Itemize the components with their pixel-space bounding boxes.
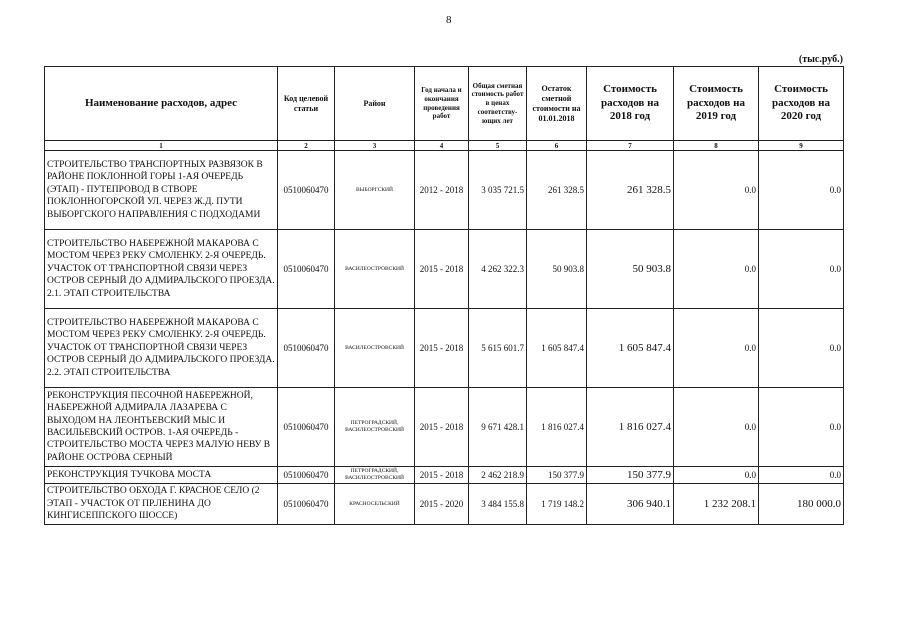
cost-2019-cell: 1 232 208.1: [674, 484, 759, 525]
cost-2019-cell: 0.0: [674, 309, 759, 388]
cost-2020-cell: 0.0: [759, 230, 844, 309]
total-cost-cell: 4 262 322.3: [469, 230, 527, 309]
total-cost-cell: 3 484 155.8: [469, 484, 527, 525]
expense-name-cell: СТРОИТЕЛЬСТВО НАБЕРЕЖНОЙ МАКАРОВА С МОСТОМ ЧЕРЕЗ РЕКУ СМОЛЕНКУ. 2-Я ОЧЕРЕДЬ. УЧАСТОК ОТ ТРАНСПОРТНОЙ СВЯЗИ ЧЕРЕЗ ОСТРОВ СЕРНЫЙ ДО АДМИРАЛЬСКОГО ПРОЕЗДА. 2.1. ЭТАП СТРОИТЕЛЬСТВА: [45, 230, 278, 309]
cost-2019-cell: 0.0: [674, 388, 759, 467]
column-number: 7: [587, 141, 674, 151]
column-number: 2: [278, 141, 335, 151]
code-cell: 0510060470: [278, 388, 335, 467]
code-cell: 0510060470: [278, 151, 335, 230]
remaining-cell: 1 719 148.2: [527, 484, 587, 525]
cost-2018-cell: 1 816 027.4: [587, 388, 674, 467]
years-cell: 2015 - 2018: [415, 388, 469, 467]
cost-2020-cell: 0.0: [759, 309, 844, 388]
expense-name-cell: СТРОИТЕЛЬСТВО ТРАНСПОРТНЫХ РАЗВЯЗОК В РАЙОНЕ ПОКЛОННОЙ ГОРЫ 1-АЯ ОЧЕРЕДЬ (ЭТАП) - ПУТЕПРОВОД В СТВОРЕ ПОКЛОННОГОРСКОЙ УЛ. ЧЕРЕЗ Ж.Д. ПУТИ ВЫБОРГСКОГО НАПРАВЛЕНИЯ С ПОДХОДАМИ: [45, 151, 278, 230]
years-cell: 2015 - 2020: [415, 484, 469, 525]
remaining-cell: 261 328.5: [527, 151, 587, 230]
column-number: 5: [469, 141, 527, 151]
budget-table: [44, 66, 844, 525]
years-cell: 2012 - 2018: [415, 151, 469, 230]
column-number: 6: [527, 141, 587, 151]
table-row: [45, 309, 844, 388]
code-cell: 0510060470: [278, 309, 335, 388]
header-total-cost: Общая сметная стоимость работ в ценах соответству-ющих лет: [469, 67, 527, 141]
header-code: Код целевой статьи: [278, 67, 335, 141]
header-remaining: Остаток сметной стоимости на 01.01.2018: [527, 67, 587, 141]
expense-name-cell: РЕКОНСТРУКЦИЯ ПЕСОЧНОЙ НАБЕРЕЖНОЙ, НАБЕРЕЖНОЙ АДМИРАЛА ЛАЗАРЕВА С ВЫХОДОМ НА ЛЕОНТЬЕВСКИЙ МЫС И ВАСИЛЬЕВСКИЙ ОСТРОВ. 1-АЯ ОЧЕРЕДЬ - СТРОИТЕЛЬСТВО МОСТА ЧЕРЕЗ МАЛУЮ НЕВУ В РАЙОНЕ ОСТРОВА СЕРНЫЙ: [45, 388, 278, 467]
total-cost-cell: 9 671 428.1: [469, 388, 527, 467]
total-cost-cell: 5 615 601.7: [469, 309, 527, 388]
header-years: Год начала и окончания проведения работ: [415, 67, 469, 141]
table-row: [45, 151, 844, 230]
page-number: 8: [446, 14, 452, 26]
cost-2020-cell: 0.0: [759, 467, 844, 484]
remaining-cell: 150 377.9: [527, 467, 587, 484]
column-number: 4: [415, 141, 469, 151]
cost-2018-cell: 50 903.8: [587, 230, 674, 309]
table-row: [45, 484, 844, 525]
cost-2018-cell: 1 605 847.4: [587, 309, 674, 388]
column-number: 9: [759, 141, 844, 151]
years-cell: 2015 - 2018: [415, 230, 469, 309]
column-number-row: [45, 141, 844, 151]
header-cost-2020: Стоимость расходов на 2020 год: [759, 67, 844, 141]
table-row: [45, 230, 844, 309]
table-header-row: [45, 67, 844, 141]
table-row: [45, 388, 844, 467]
district-cell: ПЕТРОГРАДСКИЙ, ВАСИЛЕОСТРОВСКИЙ: [335, 467, 415, 484]
code-cell: 0510060470: [278, 484, 335, 525]
years-cell: 2015 - 2018: [415, 309, 469, 388]
district-cell: ВЫБОРГСКИЙ: [335, 151, 415, 230]
expense-name-cell: РЕКОНСТРУКЦИЯ ТУЧКОВА МОСТА: [45, 467, 278, 484]
column-number: 1: [45, 141, 278, 151]
cost-2020-cell: 180 000.0: [759, 484, 844, 525]
header-district: Район: [335, 67, 415, 141]
cost-2018-cell: 150 377.9: [587, 467, 674, 484]
code-cell: 0510060470: [278, 230, 335, 309]
cost-2019-cell: 0.0: [674, 151, 759, 230]
remaining-cell: 1 816 027.4: [527, 388, 587, 467]
years-cell: 2015 - 2018: [415, 467, 469, 484]
header-cost-2018: Стоимость расходов на 2018 год: [587, 67, 674, 141]
cost-2018-cell: 261 328.5: [587, 151, 674, 230]
total-cost-cell: 2 462 218.9: [469, 467, 527, 484]
cost-2020-cell: 0.0: [759, 388, 844, 467]
header-name: Наименование расходов, адрес: [45, 67, 278, 141]
cost-2019-cell: 0.0: [674, 467, 759, 484]
column-number: 3: [335, 141, 415, 151]
table-row: [45, 467, 844, 484]
cost-2018-cell: 306 940.1: [587, 484, 674, 525]
cost-2020-cell: 0.0: [759, 151, 844, 230]
units-label: (тыс.руб.): [798, 54, 843, 65]
code-cell: 0510060470: [278, 467, 335, 484]
district-cell: КРАСНОСЕЛЬСКИЙ: [335, 484, 415, 525]
cost-2019-cell: 0.0: [674, 230, 759, 309]
total-cost-cell: 3 035 721.5: [469, 151, 527, 230]
column-number: 8: [674, 141, 759, 151]
header-cost-2019: Стоимость расходов на 2019 год: [674, 67, 759, 141]
expense-name-cell: СТРОИТЕЛЬСТВО ОБХОДА Г. КРАСНОЕ СЕЛО (2 ЭТАП - УЧАСТОК ОТ ПР.ЛЕНИНА ДО КИНГИСЕППСКОГО ШОССЕ): [45, 484, 278, 525]
remaining-cell: 1 605 847.4: [527, 309, 587, 388]
district-cell: ВАСИЛЕОСТРОВСКИЙ: [335, 309, 415, 388]
district-cell: ПЕТРОГРАДСКИЙ, ВАСИЛЕОСТРОВСКИЙ: [335, 388, 415, 467]
remaining-cell: 50 903.8: [527, 230, 587, 309]
expense-name-cell: СТРОИТЕЛЬСТВО НАБЕРЕЖНОЙ МАКАРОВА С МОСТОМ ЧЕРЕЗ РЕКУ СМОЛЕНКУ. 2-Я ОЧЕРЕДЬ. УЧАСТОК ОТ ТРАНСПОРТНОЙ СВЯЗИ ЧЕРЕЗ ОСТРОВ СЕРНЫЙ ДО АДМИРАЛЬСКОГО ПРОЕЗДА. 2.2. ЭТАП СТРОИТЕЛЬСТВА: [45, 309, 278, 388]
district-cell: ВАСИЛЕОСТРОВСКИЙ: [335, 230, 415, 309]
